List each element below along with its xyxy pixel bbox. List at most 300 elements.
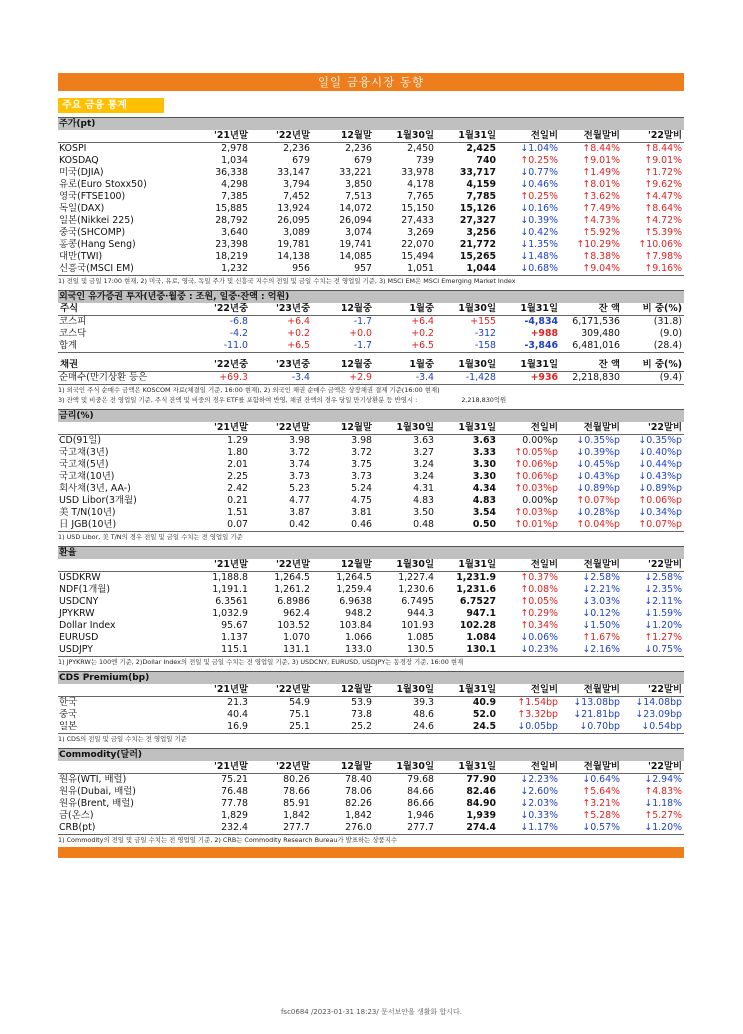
table-cell: 3.98 (289, 435, 310, 446)
table-cell: ↑0.07%p (622, 519, 684, 532)
table-cell: ↑0.01%p (498, 519, 560, 532)
row-label: 국고채(5년) (59, 459, 109, 470)
table-cell: ↓1.04% (520, 143, 558, 154)
table-cell: ↑0.25% (520, 155, 558, 166)
table-row (58, 191, 684, 203)
table-cell: 28,792 (215, 215, 248, 226)
table-cell: ↑5.39% (644, 227, 682, 238)
table-cell: 3.50 (413, 507, 434, 518)
table-cell: ↑0.03%p (514, 483, 558, 494)
rates-note: 1) USD Libor, 美 T/N의 경우 전일 및 금일 수치는 전 영업일 기준 (58, 533, 243, 541)
table-cell: ↓2.16% (560, 644, 622, 657)
table-cell: 740 (476, 155, 496, 166)
section-subtitle: 주요 금융 통계 (58, 98, 164, 113)
table-row (58, 596, 684, 608)
table-row (58, 608, 684, 620)
column-header: 전월말비 (560, 684, 622, 697)
table-cell: 6.7495 (401, 596, 434, 607)
table-cell: 1,261.2 (274, 584, 310, 595)
column-header (58, 130, 188, 143)
table-cell: 6,481,016 (560, 340, 622, 353)
table-cell: ↑0.06%p (514, 459, 558, 470)
fx-section (58, 546, 684, 667)
table-cell: -4.2 (229, 328, 248, 339)
table-cell: 1,188.8 (212, 572, 248, 583)
table-cell: 102.28 (459, 620, 496, 631)
foreign-note-2-text: 3) 잔액 및 비중은 전 영업일 기준, 주식 잔액 및 비중의 경우 ETF를 포함하여 반영, 채권 잔액의 경우 당일 만기상환분 등 반영시 : (58, 396, 418, 404)
table-cell: +155 (470, 316, 496, 327)
table-cell: 4.83 (472, 495, 496, 506)
table-cell: +936 (498, 372, 560, 385)
table-cell: ↓2.94% (644, 774, 682, 785)
fx-header: 환율 (58, 546, 684, 559)
table-row (58, 572, 684, 585)
table-cell: ↓2.03% (520, 798, 558, 809)
table-cell: 24.5 (436, 721, 498, 734)
table-cell: ↓0.45%p (576, 459, 620, 470)
column-header: '23년중 (250, 359, 312, 372)
table-cell: ↑0.34% (520, 620, 558, 631)
cds-table (58, 684, 684, 734)
table-row (58, 822, 684, 835)
column-header (58, 422, 188, 435)
table-cell: +0.2 (411, 328, 434, 339)
table-cell: ↑0.29% (520, 608, 558, 619)
foreign-stock-table (58, 303, 684, 353)
table-cell: 2.25 (227, 471, 248, 482)
table-cell: 13,924 (277, 203, 310, 214)
cds-section (58, 671, 684, 744)
table-cell: ↓2.23% (520, 774, 558, 785)
table-cell: ↓1.17% (498, 822, 560, 835)
table-cell: 15,885 (215, 203, 248, 214)
table-row (58, 786, 684, 798)
table-cell: ↓0.77% (520, 167, 558, 178)
table-cell: +6.4 (411, 316, 434, 327)
table-cell: 1,259.4 (336, 584, 372, 595)
table-cell: ↑1.49% (582, 167, 620, 178)
table-cell: ↓0.75% (622, 644, 684, 657)
rates-table (58, 422, 684, 532)
table-row (58, 632, 684, 644)
table-cell: ↑3.32bp (517, 709, 558, 720)
table-cell: 3.30 (472, 471, 496, 482)
column-header: 12월말 (312, 761, 374, 774)
table-cell: 4.77 (289, 495, 310, 506)
table-cell: ↓0.43%p (576, 471, 620, 482)
table-cell: 1.80 (227, 447, 248, 458)
foreign-header: 외국인 유가증권 투자(년중·월중 : 조원, 일중·잔액 : 억원) (58, 290, 684, 303)
table-cell: -1,428 (436, 372, 498, 385)
table-cell: 48.6 (413, 709, 434, 720)
commodity-section (58, 748, 684, 845)
table-cell: ↑0.07%p (576, 495, 620, 506)
table-cell: 3.72 (351, 447, 372, 458)
table-cell: 115.1 (188, 644, 250, 657)
table-row (58, 459, 684, 471)
column-header: 1월30일 (374, 130, 436, 143)
table-cell: 3.81 (351, 507, 372, 518)
row-label: KOSDAQ (59, 155, 99, 166)
table-cell: +69.3 (188, 372, 250, 385)
table-cell: 131.1 (250, 644, 312, 657)
table-cell: ↑3.21% (582, 798, 620, 809)
table-row (58, 519, 684, 532)
table-cell: ↑1.54bp (517, 697, 558, 708)
table-cell: 1,842 (283, 810, 310, 821)
table-cell: 78.66 (283, 786, 310, 797)
table-cell: 3,089 (283, 227, 310, 238)
table-cell: ↓0.33% (520, 810, 558, 821)
table-cell: 26,094 (339, 215, 372, 226)
table-cell: ↑9.62% (644, 179, 682, 190)
table-cell: ↓0.54bp (622, 721, 684, 734)
table-cell: 274.4 (436, 822, 498, 835)
table-cell: 276.0 (312, 822, 374, 835)
table-row (58, 316, 684, 329)
table-cell: 27,433 (401, 215, 434, 226)
table-cell: 3.72 (289, 447, 310, 458)
table-cell: 2,425 (466, 143, 496, 154)
table-row (58, 179, 684, 191)
table-cell: ↓1.20% (622, 822, 684, 835)
table-cell: 101.93 (401, 620, 434, 631)
table-cell: ↓1.50% (582, 620, 620, 631)
table-cell: 3.63 (413, 435, 434, 446)
table-cell: 2,236 (345, 143, 372, 154)
table-cell: 25.1 (250, 721, 312, 734)
table-cell: ↑1.67% (582, 632, 620, 643)
column-header: 전일비 (498, 684, 560, 697)
column-header: 1월30일 (374, 761, 436, 774)
column-header: 잔 액 (560, 303, 622, 316)
table-cell: +6.4 (287, 316, 310, 327)
table-cell: 130.1 (436, 644, 498, 657)
table-cell: ↑9.01% (644, 155, 682, 166)
table-cell: 3.24 (413, 459, 434, 470)
table-cell: 40.4 (227, 709, 248, 720)
table-cell: ↑0.25% (520, 191, 558, 202)
table-cell: 6.3561 (215, 596, 248, 607)
table-cell: 3.33 (472, 447, 496, 458)
row-label: 유로(Euro Stoxx50) (59, 179, 147, 190)
table-cell: 86.66 (407, 798, 434, 809)
column-header: '23년중 (250, 303, 312, 316)
table-cell: ↓3.03% (582, 596, 620, 607)
table-cell: 232.4 (188, 822, 250, 835)
table-cell: 3.98 (351, 435, 372, 446)
table-row (58, 435, 684, 448)
column-header: 채권 (58, 359, 188, 372)
table-cell: -6.8 (229, 316, 248, 327)
column-header: 1월30일 (374, 684, 436, 697)
table-cell: 947.1 (466, 608, 496, 619)
table-cell: ↑0.03%p (514, 507, 558, 518)
column-header: 1월30일 (374, 422, 436, 435)
table-cell: 679 (292, 155, 310, 166)
table-cell: 33,978 (401, 167, 434, 178)
table-cell: ↓0.16% (520, 203, 558, 214)
column-header: '22년중 (188, 303, 250, 316)
table-cell: ↓0.39% (520, 215, 558, 226)
table-cell: ↓0.64% (582, 774, 620, 785)
table-cell: (9.4) (622, 372, 684, 385)
rates-header: 금리(%) (58, 409, 684, 422)
column-header: 12월중 (312, 359, 374, 372)
table-cell: ↑4.83% (644, 786, 682, 797)
table-cell: 0.48 (374, 519, 436, 532)
table-cell: +6.5 (250, 340, 312, 353)
table-cell: 1.29 (227, 435, 248, 446)
table-row (58, 483, 684, 495)
table-cell: ↑0.05%p (514, 447, 558, 458)
table-cell: 103.84 (339, 620, 372, 631)
table-cell: 1,232 (188, 263, 250, 276)
table-cell: ↓0.35%p (576, 435, 620, 446)
column-header: '21년말 (188, 422, 250, 435)
table-cell: 3.24 (413, 471, 434, 482)
foreign-note-2 (58, 395, 684, 405)
table-cell: 0.00%p (522, 495, 558, 506)
table-cell: ↓0.06% (520, 632, 558, 643)
stocks-section (58, 117, 684, 286)
table-cell: 1,034 (221, 155, 248, 166)
table-cell: 956 (250, 263, 312, 276)
table-cell: +0.0 (349, 328, 372, 339)
row-label: 미국(DJIA) (59, 167, 104, 178)
row-label: 순매수(만기상환 등은 (58, 372, 188, 385)
table-cell: 0.21 (227, 495, 248, 506)
table-cell: -3.4 (374, 372, 436, 385)
table-cell: 15,494 (401, 251, 434, 262)
table-cell: ↓13.08bp (573, 697, 620, 708)
column-header: 1월31일 (436, 130, 498, 143)
row-label: 코스피 (59, 316, 87, 327)
table-cell: 103.52 (277, 620, 310, 631)
report-title: 일일 금융시장 동향 (58, 73, 684, 91)
table-cell: 1,264.5 (336, 572, 372, 583)
table-row (58, 251, 684, 263)
table-cell: 2,978 (221, 143, 248, 154)
table-cell: ↑5.92% (582, 227, 620, 238)
table-cell: 5.23 (289, 483, 310, 494)
column-header: 1월30일 (436, 303, 498, 316)
table-header-row (58, 303, 684, 316)
table-cell: ↑8.44% (582, 143, 620, 154)
table-cell: 309,480 (581, 328, 620, 339)
table-cell: 1,191.1 (212, 584, 248, 595)
table-cell: ↑10.29% (576, 239, 620, 250)
table-cell: 33,221 (339, 167, 372, 178)
table-cell: 3,269 (407, 227, 434, 238)
column-header: '22말비 (622, 559, 684, 572)
table-cell: 1,051 (374, 263, 436, 276)
table-row (58, 239, 684, 251)
row-label: 대만(TWI) (59, 251, 103, 262)
table-cell: ↑0.05% (520, 596, 558, 607)
table-cell: ↑8.38% (582, 251, 620, 262)
table-cell: +0.2 (287, 328, 310, 339)
rates-section (58, 409, 684, 542)
table-cell: ↑1.72% (644, 167, 682, 178)
table-cell: ↓0.57% (560, 822, 622, 835)
table-cell: ↓0.12% (582, 608, 620, 619)
table-cell: ↓0.89%p (638, 483, 682, 494)
table-cell: 962.4 (283, 608, 310, 619)
row-label: 원유(WTI, 배럴) (59, 774, 127, 785)
column-header: 1월31일 (436, 559, 498, 572)
table-cell: ↓0.43%p (638, 471, 682, 482)
row-label: 영국(FTSE100) (59, 191, 126, 202)
table-header-row (58, 559, 684, 572)
row-label: 홍콩(Hang Seng) (59, 239, 136, 250)
table-row (58, 697, 684, 710)
table-cell: 21,772 (459, 239, 496, 250)
table-cell: 2,236 (283, 143, 310, 154)
table-cell: -1.7 (353, 316, 372, 327)
table-cell: 33,717 (459, 167, 496, 178)
table-cell: 3.87 (289, 507, 310, 518)
table-cell: 84.66 (407, 786, 434, 797)
row-label: 국고채(10년) (59, 471, 115, 482)
column-header: '22년말 (250, 559, 312, 572)
table-cell: 0.50 (436, 519, 498, 532)
table-cell: 1,829 (221, 810, 248, 821)
table-cell: 3,794 (283, 179, 310, 190)
table-cell: 3,074 (345, 227, 372, 238)
row-label: JPYKRW (59, 608, 95, 619)
column-header: '22년말 (250, 130, 312, 143)
column-header (58, 559, 188, 572)
column-header: '22년말 (250, 684, 312, 697)
table-row (58, 203, 684, 215)
column-header: 1월30일 (436, 359, 498, 372)
row-label: USDJPY (58, 644, 188, 657)
table-cell: 0.00%p (522, 435, 558, 446)
table-cell: 1.085 (407, 632, 434, 643)
table-cell: (28.4) (622, 340, 684, 353)
column-header: '22년말 (250, 761, 312, 774)
column-header: 12월말 (312, 684, 374, 697)
table-cell: 0.42 (250, 519, 312, 532)
row-label: 국고채(3년) (59, 447, 109, 458)
table-cell: ↑8.64% (644, 203, 682, 214)
row-label: CRB(pt) (58, 822, 188, 835)
table-cell: 75.1 (289, 709, 310, 720)
table-cell: +6.5 (374, 340, 436, 353)
table-header-row (58, 130, 684, 143)
table-cell: 1,842 (345, 810, 372, 821)
table-cell: 4.34 (472, 483, 496, 494)
table-cell: 14,085 (339, 251, 372, 262)
table-row (58, 155, 684, 167)
table-cell: 36,338 (215, 167, 248, 178)
row-label: USDKRW (59, 572, 101, 583)
table-cell: 1,044 (436, 263, 498, 276)
table-cell: 39.3 (413, 697, 434, 708)
table-cell: 15,126 (459, 203, 496, 214)
table-cell: +988 (530, 328, 558, 339)
row-label: Dollar Index (59, 620, 116, 631)
row-label: EURUSD (59, 632, 99, 643)
table-cell: ↓0.28%p (576, 507, 620, 518)
table-cell: 3.75 (351, 459, 372, 470)
table-cell: ↑9.16% (622, 263, 684, 276)
table-cell: ↓0.70bp (560, 721, 622, 734)
table-cell: ↓2.58% (644, 572, 682, 583)
table-cell: ↑7.98% (644, 251, 682, 262)
table-cell: 7,385 (221, 191, 248, 202)
table-cell: ↑3.62% (582, 191, 620, 202)
table-row (58, 495, 684, 507)
column-header: 전월말비 (560, 559, 622, 572)
column-header: 전월말비 (560, 761, 622, 774)
row-label: USDCNY (59, 596, 99, 607)
table-cell: 957 (312, 263, 374, 276)
row-label: 일본 (58, 721, 188, 734)
table-cell: 26,095 (277, 215, 310, 226)
table-cell: 78.06 (345, 786, 372, 797)
table-row (58, 810, 684, 822)
table-cell: 95.67 (221, 620, 248, 631)
column-header: '22년말 (250, 422, 312, 435)
bottom-bar (58, 847, 684, 858)
table-cell: ↑9.01% (582, 155, 620, 166)
table-cell: 85.91 (283, 798, 310, 809)
table-cell: 1.137 (221, 632, 248, 643)
table-cell: 84.90 (466, 798, 496, 809)
table-cell: 33,147 (277, 167, 310, 178)
table-cell: 4.75 (351, 495, 372, 506)
table-row (58, 447, 684, 459)
stocks-table (58, 130, 684, 276)
table-cell: 22,070 (401, 239, 434, 250)
table-cell: ↓0.89%p (576, 483, 620, 494)
column-header: '21년말 (188, 559, 250, 572)
table-cell: 0.46 (312, 519, 374, 532)
fx-table (58, 559, 684, 657)
table-cell: ↑10.06% (638, 239, 682, 250)
column-header: 1월31일 (498, 359, 560, 372)
row-label: 회사채(3년, AA-) (59, 483, 131, 494)
table-cell: 77.90 (466, 774, 496, 785)
table-cell: -3.4 (250, 372, 312, 385)
row-label: 美 T/N(10년) (59, 507, 116, 518)
table-cell: 27,327 (459, 215, 496, 226)
table-cell: ↑5.64% (582, 786, 620, 797)
column-header: '22말비 (622, 684, 684, 697)
table-cell: ↓0.68% (498, 263, 560, 276)
table-cell: ↑0.06%p (514, 471, 558, 482)
table-cell: 4.83 (413, 495, 434, 506)
foreign-bond-table (58, 359, 684, 385)
table-cell: (9.0) (659, 328, 682, 339)
table-cell: 1,230.6 (398, 584, 434, 595)
row-label: 원유(Brent, 배럴) (59, 798, 134, 809)
table-cell: 679 (354, 155, 372, 166)
table-cell: ↑7.49% (582, 203, 620, 214)
column-header: 1월중 (374, 303, 436, 316)
column-header: 1월31일 (436, 684, 498, 697)
table-cell: 14,072 (339, 203, 372, 214)
column-header (58, 761, 188, 774)
column-header: 전일비 (498, 130, 560, 143)
table-cell: 3.27 (413, 447, 434, 458)
table-cell: ↓1.20% (644, 620, 682, 631)
table-cell: ↑4.72% (644, 215, 682, 226)
table-cell: +2.9 (312, 372, 374, 385)
row-label: NDF(1개월) (59, 584, 111, 595)
